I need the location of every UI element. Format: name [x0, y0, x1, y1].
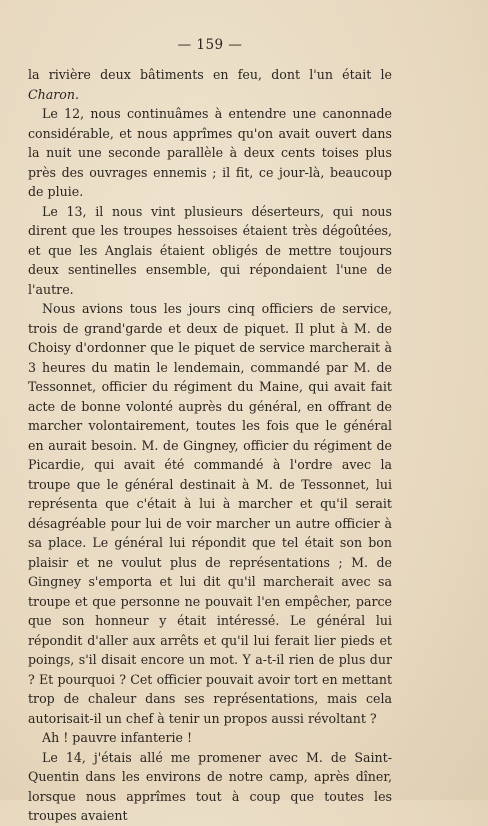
page-number: — 159 —	[177, 37, 243, 53]
paragraph-2: Le 12, nous continuâmes à entendre une canonnade considérable, et nous apprîmes qu'on avait ouvert dans la nuit une seconde parallèle à deux cents toises plus près des ouvrages ennemis ; il fit, ce jour-là, beaucoup de pluie.	[28, 106, 392, 199]
paragraph-5: Ah ! pauvre infanterie !	[42, 730, 193, 745]
paragraph-3: Le 13, il nous vint plusieurs déserteurs, qui nous dirent que les troupes hessoises étaient très dégoûtées, et que les Anglais étaient obligés de mettre toujours deux sentinelles ensemble, qui répondaient l'une de l'autre.	[28, 203, 392, 297]
ship-name: Charon.	[28, 86, 79, 102]
paragraph-1	[28, 65, 392, 104]
paragraph-1-text: la rivière deux bâtiments en feu, dont l'un était le	[28, 67, 392, 82]
paragraph-4: Nous avions tous les jours cinq officiers de service, trois de grand'garde et deux de piquet. Il plut à M. de Choisy d'ordonner que le piquet de service marcherait à 3 heures du matin le lendemain, commandé par M. de Tessonnet, officier du régiment du Maine, qui avait fait acte de bonne volonté auprès du général, en offrant de marcher volontairement, toutes les fois que le général en aurait besoin. M. de Gingney, officier du régiment de Picardie, qui avait été commandé à l'ordre avec la troupe que le général destinait à M. de Tessonnet, lui représenta que c'était à lui à marcher et qu'il serait désagréable pour lui de voir marcher un autre officier à sa place. Le général lui répondit que tel était son bon plaisir et ne voulut plus de représentations ; M. de Gingney s'emporta et lui dit qu'il marcherait avec sa troupe et que personne ne pouvait l'en empêcher, parce que son honneur y était intéressé. Le général lui répondit d'aller aux arrêts et qu'il lui ferait lier pieds et poings, s'il disait encore un mot. Y a-t-il rien de plus dur ? Et pourquoi ? Cet officier pouvait avoir tort en mettant trop de chaleur dans ses représentations, mais cela autorisait-il un chef à tenir un propos aussi révoltant ?	[28, 301, 392, 726]
paragraph-6: Le 14, j'étais allé me promener avec M. de Saint-Quentin dans les environs de notre camp, après dîner, lorsque nous apprîmes tout à coup que toutes les troupes avaient	[28, 749, 392, 823]
book-page	[28, 36, 392, 826]
body-text	[28, 65, 392, 826]
